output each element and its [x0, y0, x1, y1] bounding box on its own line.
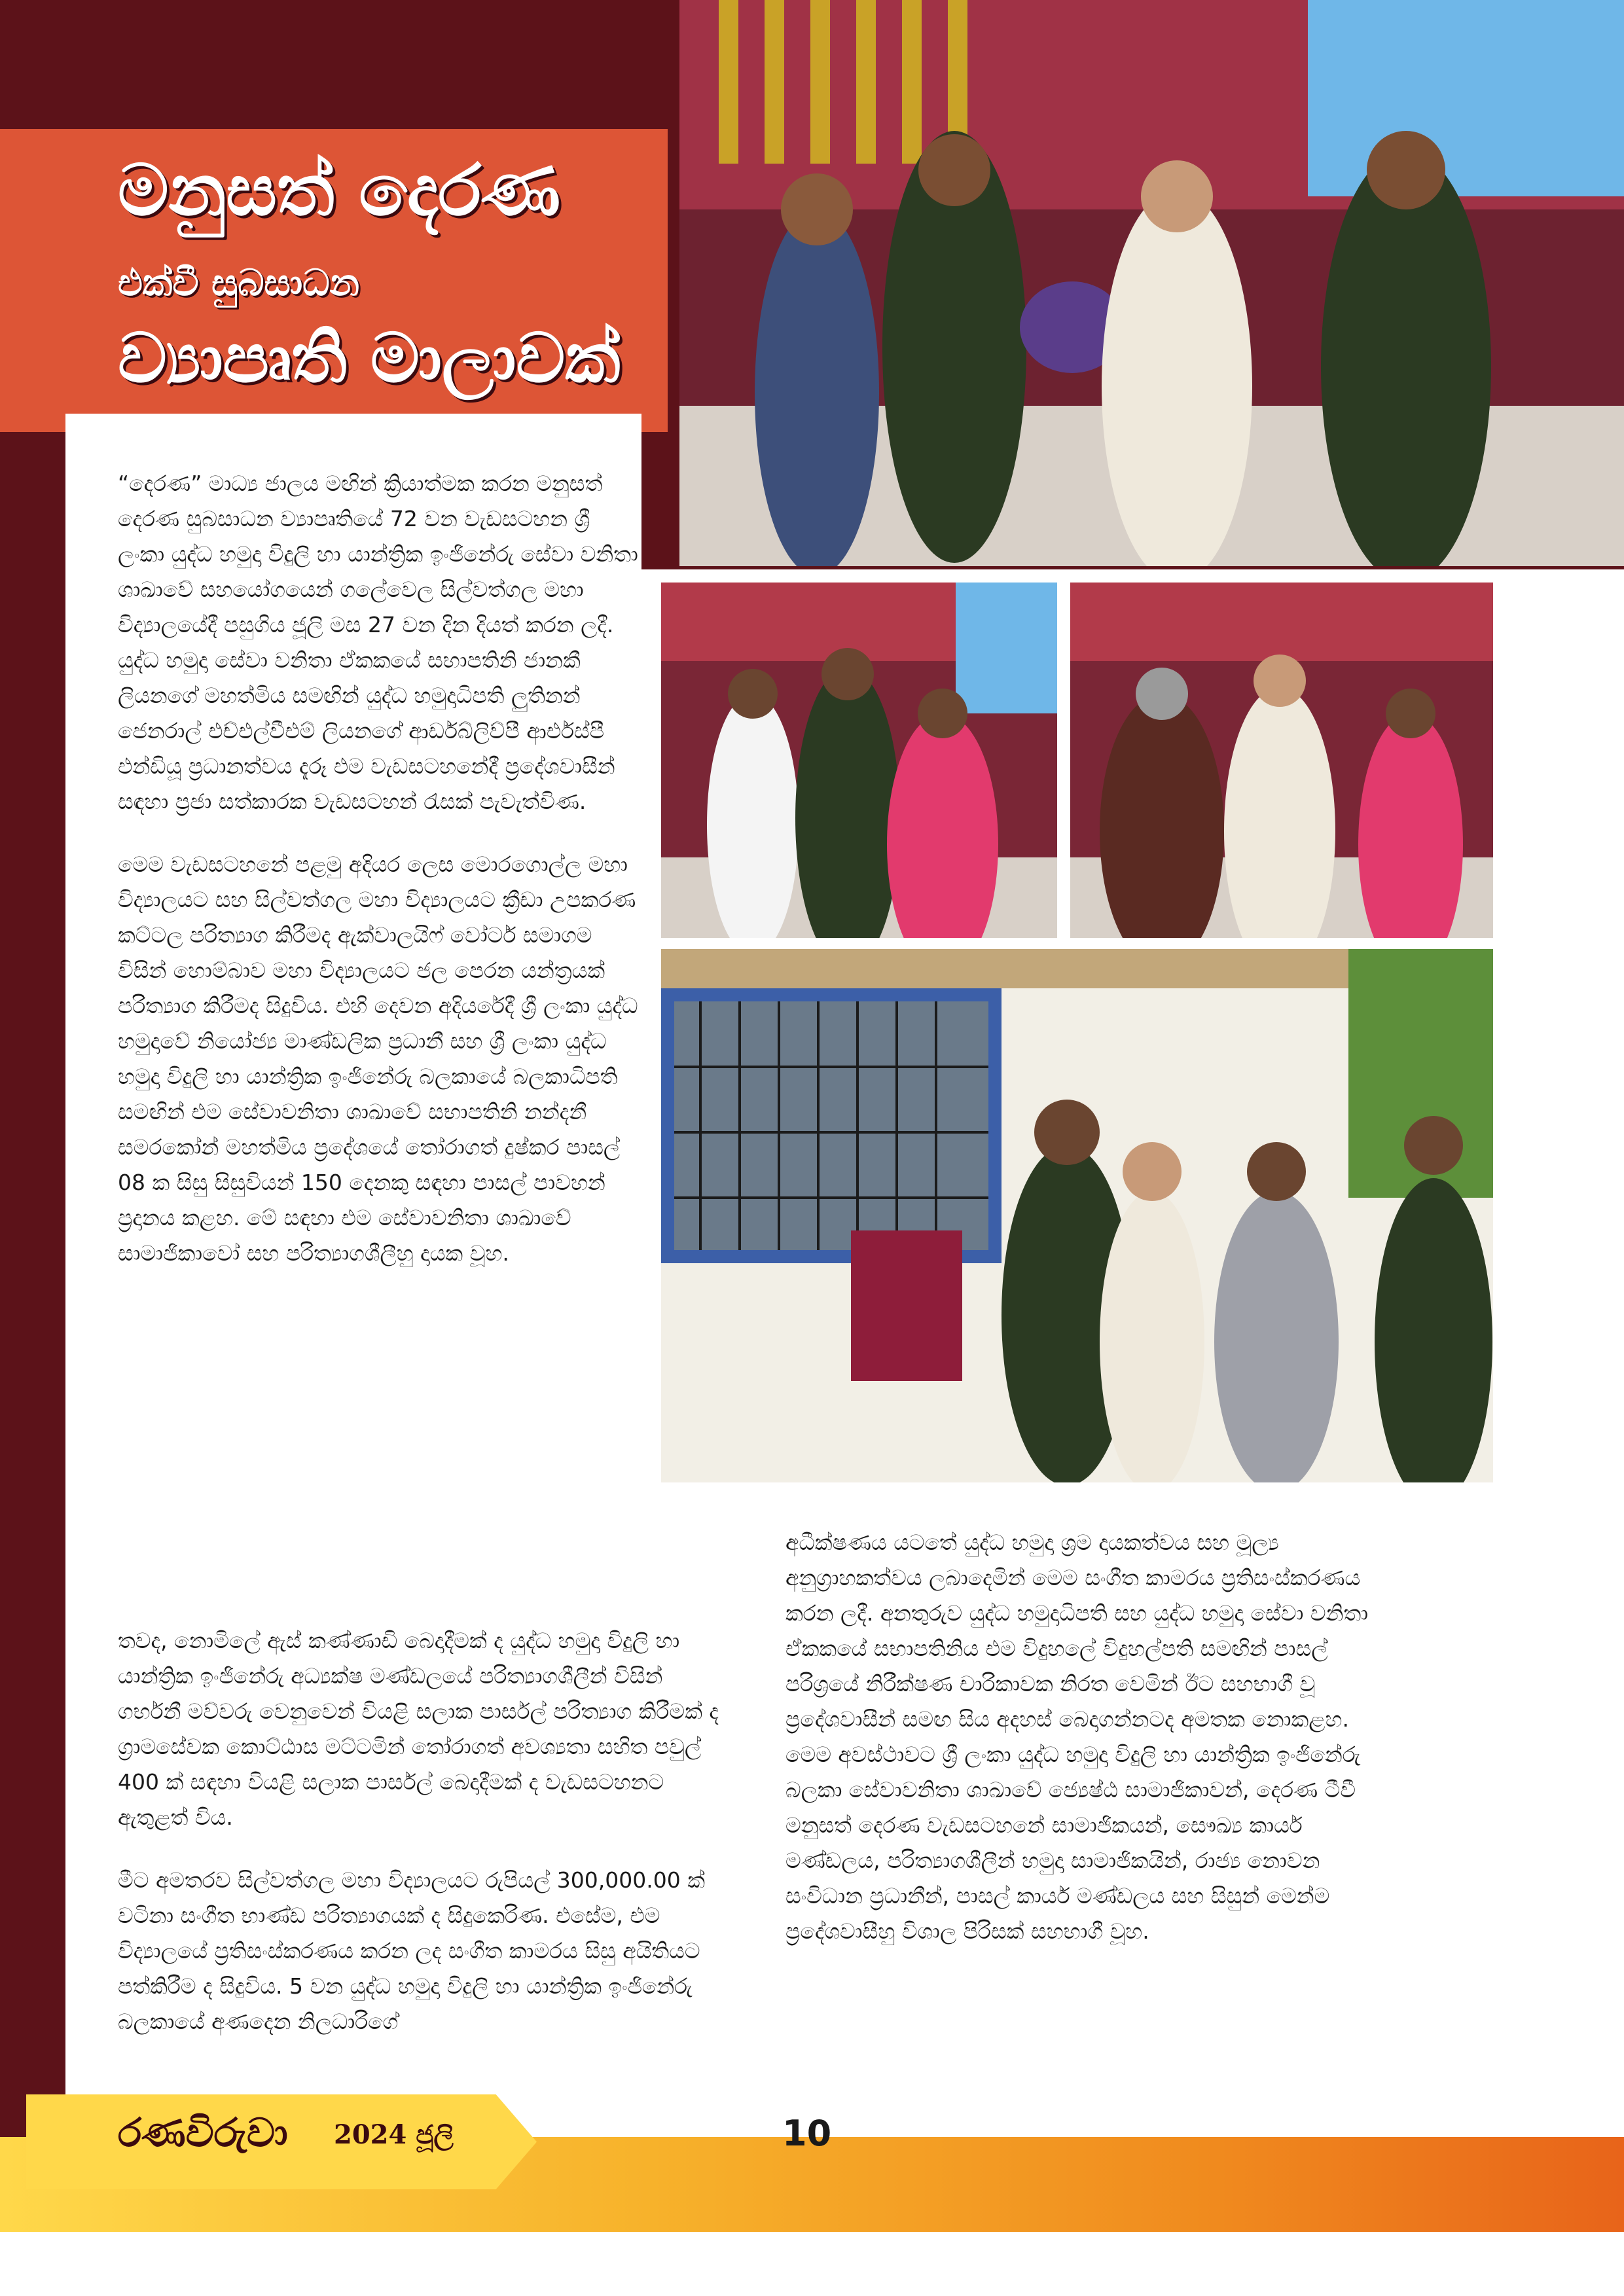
- page-number: 10: [782, 2113, 832, 2154]
- article-column-right: [785, 1525, 1375, 1977]
- magazine-name: රණවිරුවා: [118, 2110, 288, 2156]
- page-subtitle: එක්වී සුබසාධන: [118, 262, 360, 304]
- photo-eyeglasses: [1070, 583, 1493, 938]
- page-title: මනුසත් දෙරණ: [118, 150, 561, 232]
- photo-student-gift: [661, 583, 1057, 938]
- article-paragraph: අධීක්ෂණය යටතේ යුද්ධ හමුදා ශ්‍රම දායකත්වය සහ මූල්‍ය අනුග්‍රාහකත්වය ලබාදෙමින් මෙම සංගීත කාමරය ප්‍රතිසංස්කරණය කරන ලදී. අනතුරුව යුද්ධ හමුදාධිපති සහ යුද්ධ හමුදා සේවා වනිතා ඒකකයේ සභාපතිනිය එම විදුහලේ විදුහල්පති සමඟින් පාසල් පරිශ්‍රයේ නිරීක්ෂණ චාරිකාවක නිරත වෙමින් ඊට සහභාගී වූ ප්‍රදේශවාසීන් සමඟ සිය අදහස් බෙදාගන්නටද අමතක නොකළහ. මෙම අවස්ථාවට ශ්‍රී ලංකා යුද්ධ හමුදා විදුලි හා යාන්ත්‍රික ඉංජිනේරු බලකා සේවාවනිතා ශාඛාවේ ජ්‍යෙෂ්ඨ සාමාජිකාවන්, දෙරණ ටීවී මනුසත් දෙරණ වැඩසටහනේ සාමාජිකයන්, සෞඛ්‍ය කාර්ය මණ්ඩලය, පරිත්‍යාගශීලීන් හමුදා සාමාජිකයින්, රාජ්‍ය නොවන සංවිධාන ප්‍රධානීන්, පාසල් කාර්ය මණ්ඩලය සහ සිසුන් මෙන්ම ප්‍රදේශවාසීහු විශාල පිරිසක් සහභාගී වූහ.: [785, 1530, 1369, 1944]
- article-paragraph: මීට අමතරව සිල්වත්ගල මහා විද්‍යාලයට රුපියල් 300,000.00 ක් වටිනා සංගීත භාණ්ඩ පරිත්‍යාගයක් ද සිදුකෙරිණ. එසේම, එම විද්‍යාලයේ ප්‍රතිසංස්කරණය කරන ලද සංගීත කාමරය සිසු අයිතියට පත්කිරීම ද සිදුවිය. 5 වන යුද්ධ හමුදා විදුලි හා යාන්ත්‍රික ඉංජිනේරු බලකායේ අණදෙන නිලධාරිගේ: [118, 1867, 705, 2034]
- photo-plaque-unveiling: [661, 949, 1493, 1482]
- article-paragraph: මෙම වැඩසටහනේ පළමු අදියර ලෙස මොරගොල්ල මහා විද්‍යාලයට සහ සිල්වත්ගල මහා විද්‍යාලයට ක්‍රීඩා උපකරණ කට්ටල පරිත්‍යාග කිරීමද ඇක්වාලයිෆ් වෝටර් සමාගම විසින් හොම්බාව මහා විද්‍යාලයට ජල පෙරන යන්ත්‍රයක් පරිත්‍යාග කිරීමද සිදුවිය. එහි දෙවන අදියරේදී ශ්‍රී ලංකා යුද්ධ හමුදාවේ නියෝජ්‍ය මාණ්ඩලික ප්‍රධානී සහ ශ්‍රී ලංකා යුද්ධ හමුදා විදුලි හා යාන්ත්‍රික ඉංජිනේරු බලකායේ බලකාධිපති සමඟින් එම සේවාවනිතා ශාඛාවේ සභාපතිනි නන්දනී සමරකෝන් මහත්මිය ප්‍රදේශයේ තෝරාගත් දුෂ්කර පාසල් 08 ක සිසු සිසුවියන් 150 දෙනකු සඳහා පාසල් පාවහන් ප්‍රදානය කළහ. මේ සඳහා එම සේවාවනිතා ශාඛාවේ සාමාජිකාවෝ සහ පරිත්‍යාගශීලීහු දායක වූහ.: [118, 852, 638, 1266]
- photo-ceremony-handover: [679, 0, 1624, 566]
- article-column-left-lower: [118, 1623, 720, 2067]
- article-column-left: [118, 466, 641, 1299]
- article-paragraph: තවද, නොමිලේ ඇස් කණ්ණාඩි බෙදාදීමක් ද යුද්ධ හමුදා විදුලි හා යාන්ත්‍රික ඉංජිනේරු අධ්‍යක්ෂ මණ්ඩලයේ පරිත්‍යාගශීලීන් විසින් ගර්භනී මව්වරු වෙනුවෙන් වියළි සලාක පාර්සල් පරිත්‍යාග කිරීමක් ද ග්‍රාමසේවක කොට්ඨාස මට්ටමින් තෝරාගත් අවශ්‍යතා සහිත පවුල් 400 ක් සඳහා වියළි සලාක පාර්සල් බෙදාදීමක් ද වැඩසටහනට ඇතුළත් විය.: [118, 1628, 719, 1830]
- page-title-line3: ව්‍යාපෘති මාලාවක්: [118, 318, 621, 398]
- article-paragraph: “දෙරණ” මාධ්‍ය ජාලය මඟින් ක්‍රියාත්මක කරන මනුසත් දෙරණ සුබසාධන ව්‍යාපෘතියේ 72 වන වැඩසටහන ශ්‍රී ලංකා යුද්ධ හමුදා විදුලි හා යාන්ත්‍රික ඉංජිනේරු සේවා වනිතා ශාඛාවේ සහයෝගයෙන් ගලේවෙල සිල්වත්ගල මහා විද්‍යාලයේදී පසුගිය ජූලි මස 27 වන දින දියත් කරන ලදී. යුද්ධ හමුදා සේවා වනිතා ඒකකයේ සභාපතිනි ජානකී ලියනගේ මහත්මිය සමඟින් යුද්ධ හමුදාධිපති ලුතිනන් ජෙනරාල් එච්එල්වීඑම් ලියනගේ ආර්ඩබ්ලිව්පී ආර්එස්පී එන්ඩියූ ප්‍රධානත්වය දැරූ එම වැඩසටහනේදී ප්‍රදේශවාසීන් සඳහා ප්‍රජා සත්කාරක වැඩසටහන් රැසක් පැවැත්විණ.: [118, 471, 638, 814]
- issue-date: 2024 ජූලි: [334, 2119, 454, 2150]
